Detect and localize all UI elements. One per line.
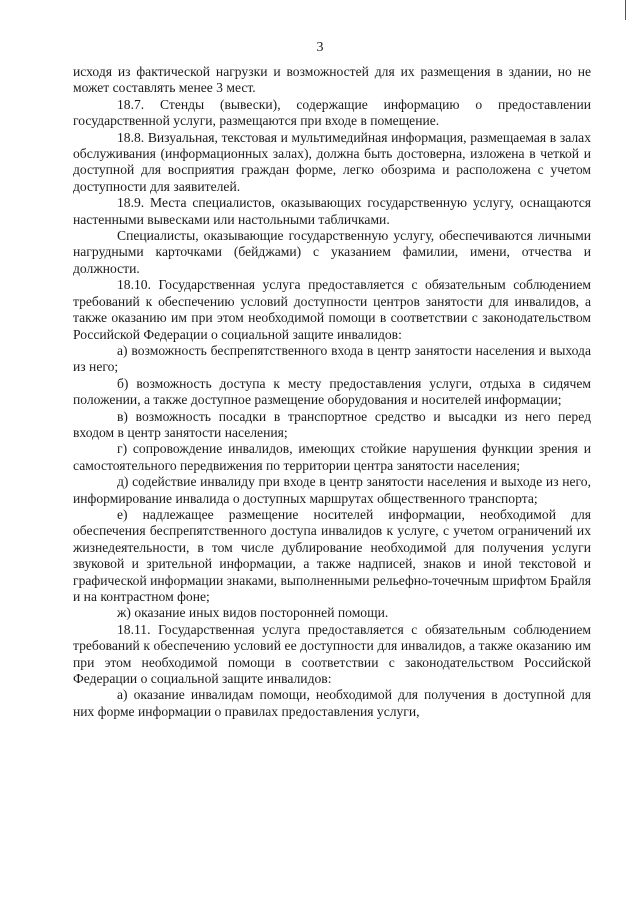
list-item-a-2: а) оказание инвалидам помощи, необходимой для получения в доступной для них форме информации о правилах предоставления услуги, xyxy=(73,687,591,719)
list-item-d: д) содействие инвалиду при входе в центр занятости населения и выходе из него, информирование инвалида о доступных маршрутах общественного транспорта; xyxy=(73,474,591,506)
paragraph-specialists: Специалисты, оказывающие государственную услугу, обеспечиваются личными нагрудными карточками (бейджами) с указанием фамилии, имени, отчества и должности. xyxy=(73,228,591,276)
paragraph-18-10: 18.10. Государственная услуга предоставляется с обязательным соблюдением требований к обеспечению условий доступности центров занятости для инвалидов, а также оказанию им при этом необходимой помощи в соответствии с законодательством Российской Федерации о социальной защите инвалидов: xyxy=(73,277,591,342)
list-item-zh: ж) оказание иных видов посторонней помощи. xyxy=(117,605,389,621)
list-item-b: б) возможность доступа к месту предоставления услуги, отдыха в сидячем положении, а также доступное размещение оборудования и носителей информации; xyxy=(73,375,591,408)
paragraph-18-11: 18.11. Государственная услуга предоставляется с обязательным соблюдением требований к обеспечению условий ее доступности для инвалидов, а также оказанию им при этом необходимой помощи в соответствии с законодательством Российской Федерации о социальной защите инвалидов: xyxy=(73,621,591,687)
page-number: 3 xyxy=(316,40,324,55)
paragraph-18-8: 18.8. Визуальная, текстовая и мультимедийная информация, размещаемая в залах обслуживания (информационных залах), должна быть достоверна, изложена в четкой и доступной для восприятия граждан форме, легко обозрима и расположена с учетом доступности для заявителей. xyxy=(73,129,591,194)
paragraph-continuation: исходя из фактической нагрузки и возможностей для их размещения в здании, но не может составлять менее 3 мест. xyxy=(73,64,591,96)
list-item-g: г) сопровождение инвалидов, имеющих стойкие нарушения функции зрения и самостоятельного передвижения по территории центра занятости населения; xyxy=(73,441,591,473)
list-item-a: а) возможность беспрепятственного входа в центр занятости населения и выхода из него; xyxy=(73,342,591,375)
document-body xyxy=(73,64,591,720)
paragraph-18-9: 18.9. Места специалистов, оказывающих государственную услугу, оснащаются настенными вывесками или настольными табличками. xyxy=(73,195,591,227)
paragraph-18-7: 18.7. Стенды (вывески), содержащие информацию о предоставлении государственной услуги, размещаются при входе в помещение. xyxy=(73,96,591,129)
list-item-v: в) возможность посадки в транспортное средство и высадки из него перед входом в центр занятости населения; xyxy=(73,408,591,440)
scan-edge-mark xyxy=(625,0,626,20)
list-item-e: е) надлежащее размещение носителей информации, необходимой для обеспечения беспрепятственного доступа инвалидов к услуге, с учетом ограничений их жизнедеятельности, в том числе дублирование необходимой для получения услуги звуковой и зрительной информации, а также надписей, знаков и иной текстовой и графической информации знаками, выполненными рельефно-точечным шрифтом Брайля и на контрастном фоне; xyxy=(73,506,591,604)
